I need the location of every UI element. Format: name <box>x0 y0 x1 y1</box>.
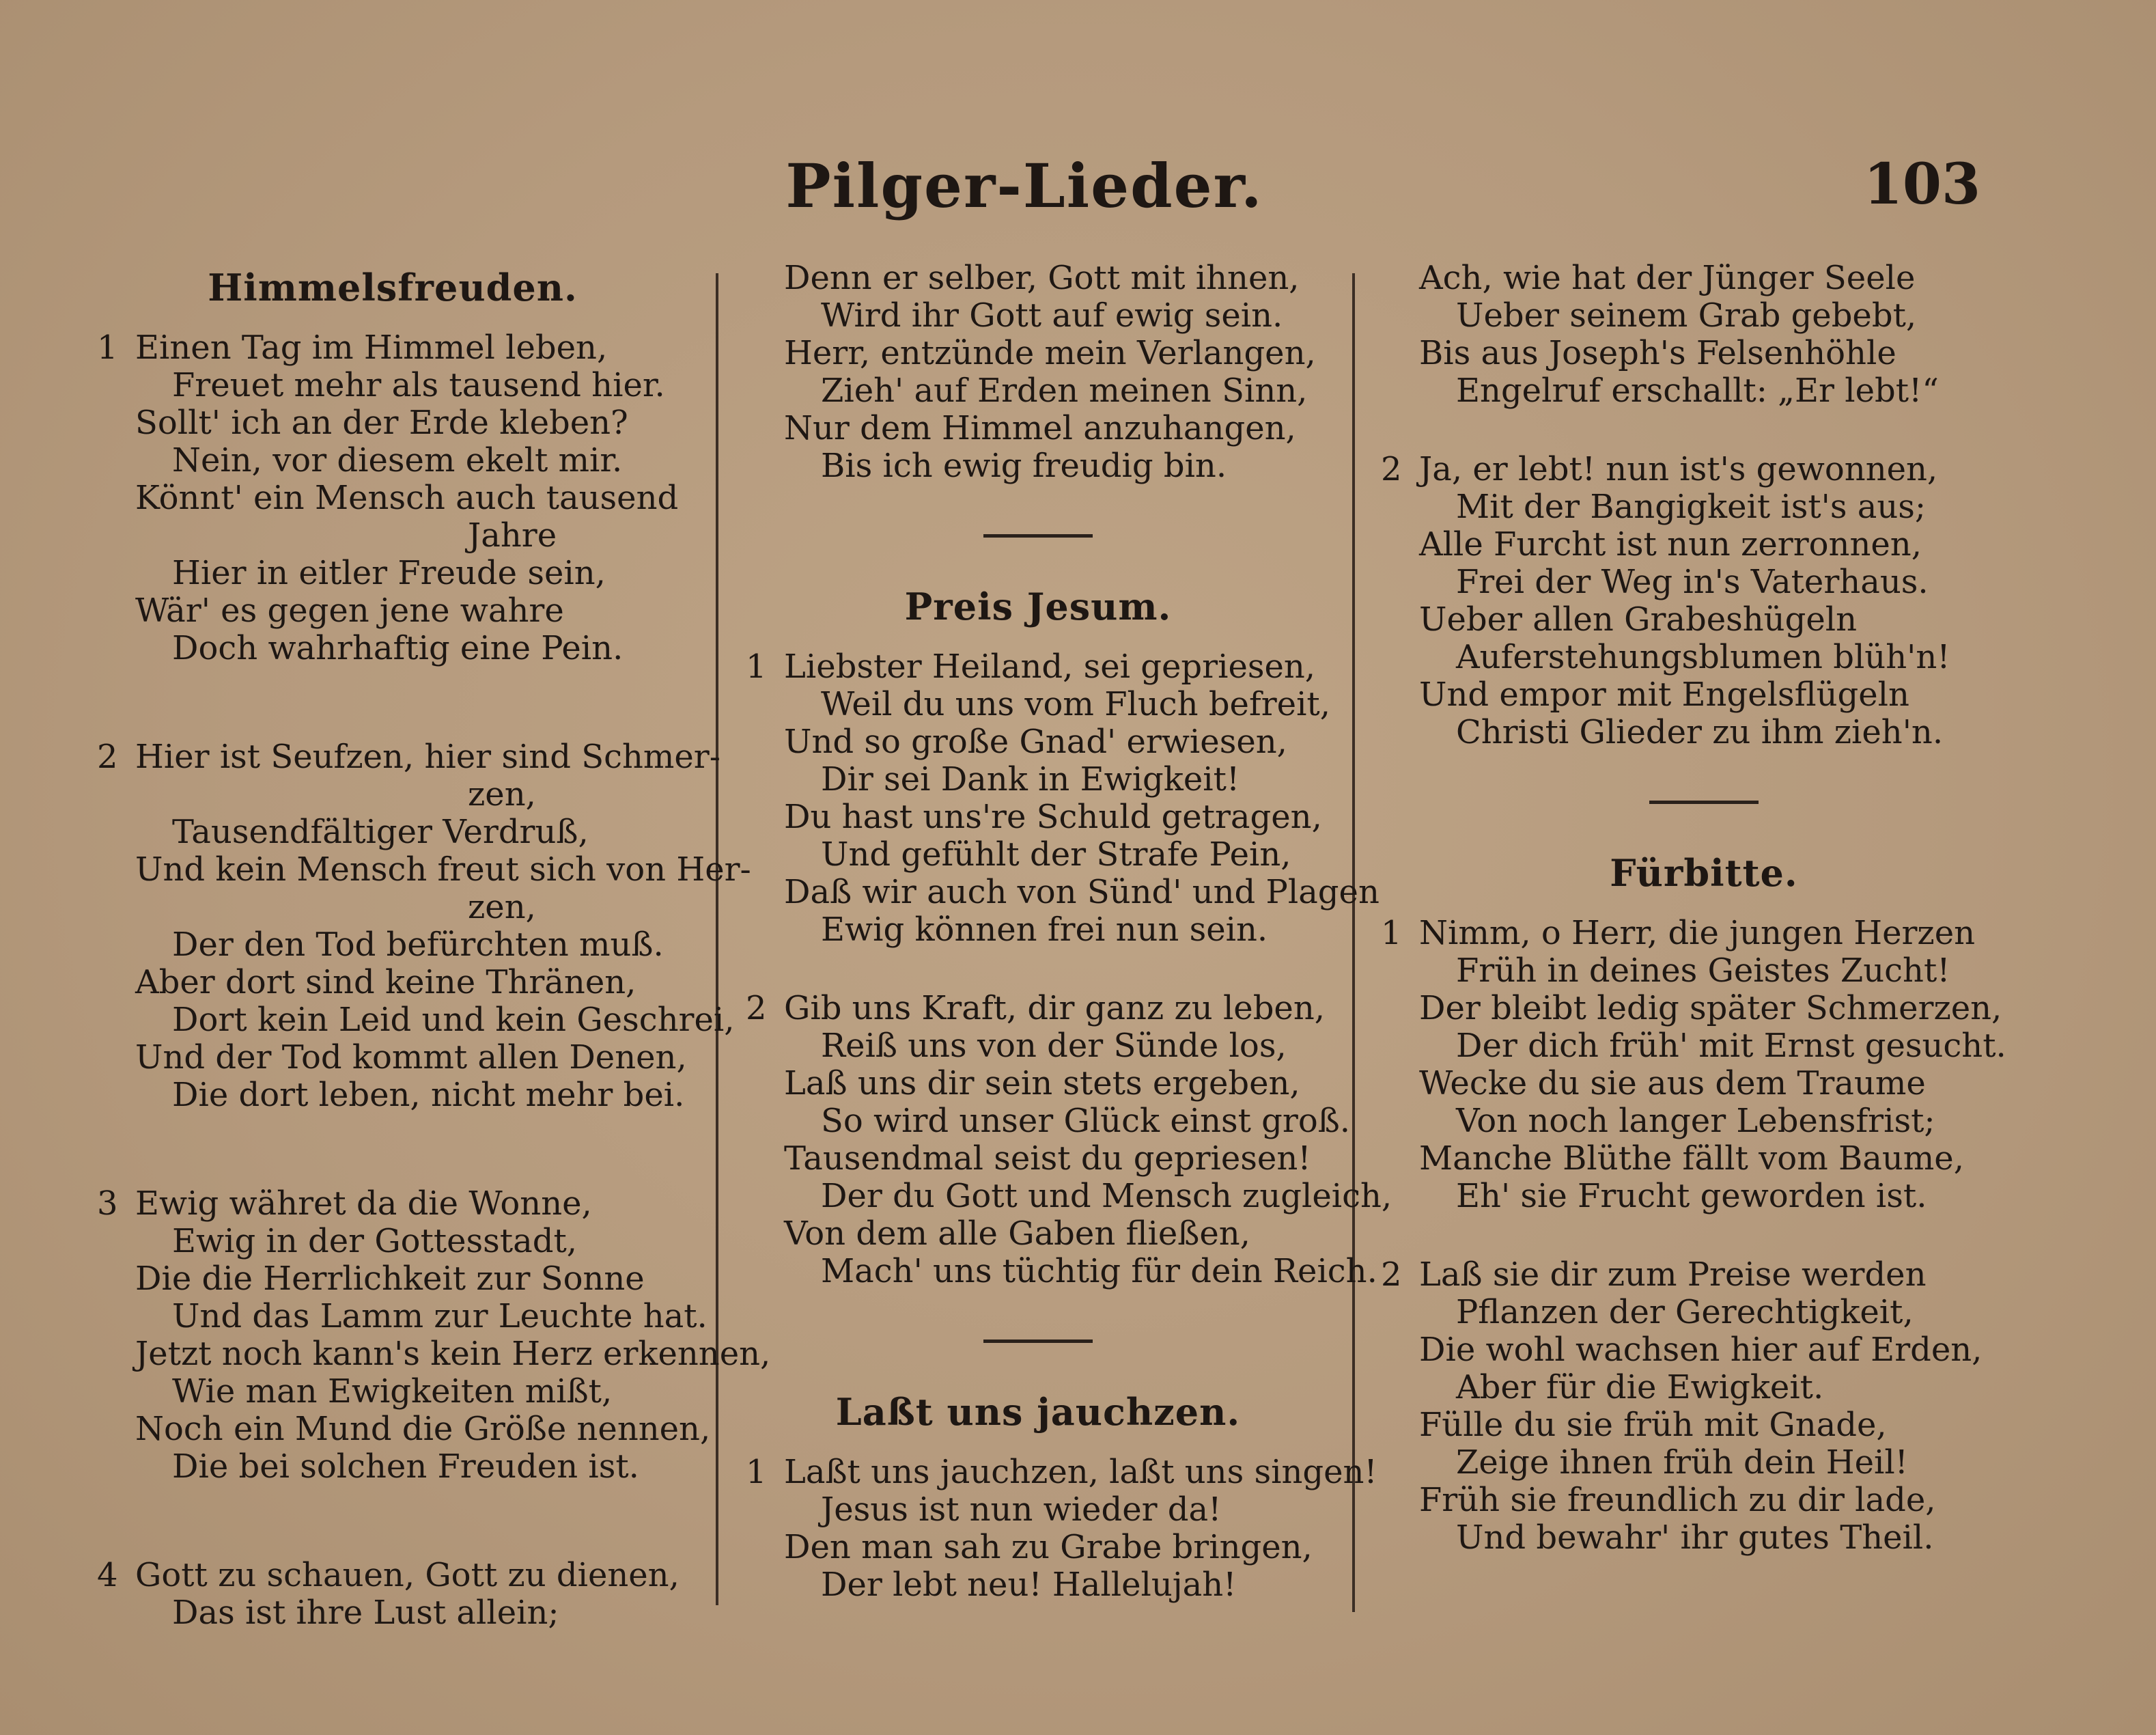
verse-line: Hier in eitler Freude sein, <box>172 554 606 592</box>
verse-line: Alle Furcht ist nun zerronnen, <box>1419 525 1922 564</box>
verse-line: Bis aus Joseph's Felsenhöhle <box>1419 334 1896 372</box>
stanza-continuation <box>1359 260 2049 410</box>
column-2 <box>724 259 1392 1604</box>
hymn-title: Fürbitte. <box>1610 851 1798 895</box>
verse-line: Könnt' ein Mensch auch tausend <box>135 479 679 517</box>
stanza-number: 3 <box>97 1184 118 1223</box>
verse-line: Denn er selber, Gott mit ihnen, <box>784 259 1300 297</box>
verse-line: Und gefühlt der Strafe Pein, <box>821 835 1291 874</box>
verse-line: Dir sei Dank in Ewigkeit! <box>821 760 1240 799</box>
verse-line: Den man sah zu Grabe bringen, <box>784 1528 1313 1566</box>
stanza <box>75 1184 771 1486</box>
verse-line: Ueber seinem Grab gebebt, <box>1456 296 1917 335</box>
verse-line: Frei der Weg in's Vaterhaus. <box>1456 563 1929 601</box>
verse-line: Ewig währet da die Wonne, <box>135 1184 592 1223</box>
stanza <box>1359 1256 2049 1557</box>
verse-line: Aber für die Ewigkeit. <box>1456 1368 1824 1406</box>
verse-line: Der du Gott und Mensch zugleich, <box>821 1177 1392 1215</box>
stanza-number: 2 <box>746 989 767 1027</box>
verse-line: Herr, entzünde mein Verlangen, <box>784 334 1316 372</box>
verse-line: Einen Tag im Himmel leben, <box>135 329 608 367</box>
stanza-number: 1 <box>1381 914 1402 952</box>
verse-line: Die dort leben, nicht mehr bei. <box>172 1076 685 1114</box>
verse-line: Mit der Bangigkeit ist's aus; <box>1456 488 1927 526</box>
verse-line: Zeige ihnen früh dein Heil! <box>1456 1443 1908 1482</box>
stanza-number: 1 <box>746 648 767 686</box>
verse-line: Von dem alle Gaben fließen, <box>784 1214 1250 1253</box>
verse-line: Der den Tod befürchten muß. <box>172 926 664 964</box>
verse-line: Jesus ist nun wieder da! <box>821 1490 1222 1529</box>
stanza <box>724 648 1380 949</box>
verse-line: Wecke du sie aus dem Traume <box>1419 1064 1926 1102</box>
verse-line: Reiß uns von der Sünde los, <box>821 1027 1287 1065</box>
verse-line: Nimm, o Herr, die jungen Herzen <box>1419 914 1976 952</box>
verse-line: Christi Glieder zu ihm zieh'n. <box>1456 713 1944 751</box>
verse-line: Die bei solchen Freuden ist. <box>172 1447 639 1486</box>
verse-line: Aber dort sind keine Thränen, <box>135 963 636 1001</box>
verse-line: Liebster Heiland, sei gepriesen, <box>784 648 1316 686</box>
verse-line: Auferstehungsblumen blüh'n! <box>1456 638 1950 676</box>
verse-line: Und das Lamm zur Leuchte hat. <box>172 1297 708 1335</box>
stanza-number: 4 <box>97 1556 118 1594</box>
verse-line: Und so große Gnad' erwiesen, <box>784 723 1287 761</box>
stanza-number: 1 <box>746 1453 767 1491</box>
verse-line: Und der Tod kommt allen Denen, <box>135 1038 687 1077</box>
verse-line: Manche Blüthe fällt vom Baume, <box>1419 1139 1964 1178</box>
section-separator <box>983 1340 1093 1343</box>
section-separator <box>983 534 1093 538</box>
verse-line: Freuet mehr als tausend hier. <box>172 366 665 404</box>
verse-line: Daß wir auch von Sünd' und Plagen <box>784 873 1380 911</box>
verse-line: Mach' uns tüchtig für dein Reich. <box>821 1252 1377 1290</box>
verse-line: Dort kein Leid und kein Geschrei, <box>172 1001 735 1039</box>
stanza <box>75 738 751 1114</box>
verse-line: Pflanzen der Gerechtigkeit, <box>1456 1293 1914 1331</box>
verse-line: Früh sie freundlich zu dir lade, <box>1419 1481 1936 1519</box>
stanza <box>75 329 710 667</box>
verse-line: Sollt' ich an der Erde kleben? <box>135 404 628 442</box>
verse-line: Die die Herrlichkeit zur Sonne <box>135 1260 645 1298</box>
column-divider-1 <box>716 273 718 1605</box>
verse-line: Nein, vor diesem ekelt mir. <box>172 441 623 480</box>
verse-line: Jahre <box>468 516 557 555</box>
verse-line: Der lebt neu! Hallelujah! <box>821 1566 1237 1604</box>
stanza <box>724 1453 1377 1604</box>
verse-line: Und empor mit Engelsflügeln <box>1419 676 1909 714</box>
verse-line: Ewig können frei nun sein. <box>821 911 1268 949</box>
verse-line: Engelruf erschallt: „Er lebt!“ <box>1456 372 1939 410</box>
hymn-title: Himmelsfreuden. <box>208 266 578 309</box>
verse-line: Hier ist Seufzen, hier sind Schmer- <box>135 738 720 776</box>
verse-line: Wie man Ewigkeiten mißt, <box>172 1372 613 1411</box>
verse-line: Ewig in der Gottesstadt, <box>172 1222 577 1260</box>
verse-line: Von noch langer Lebensfrist; <box>1456 1102 1935 1140</box>
verse-line: Die wohl wachsen hier auf Erden, <box>1419 1331 1983 1369</box>
verse-line: Laß sie dir zum Preise werden <box>1419 1255 1927 1294</box>
stanza-continuation <box>724 260 1352 485</box>
verse-line: Laß uns dir sein stets ergeben, <box>784 1064 1300 1102</box>
verse-line: Jetzt noch kann's kein Herz erkennen, <box>135 1335 771 1373</box>
stanza-number: 2 <box>97 738 118 776</box>
section-separator <box>1649 801 1759 804</box>
verse-line: Wird ihr Gott auf ewig sein. <box>821 296 1283 335</box>
column-1 <box>75 260 771 1632</box>
verse-line: Wär' es gegen jene wahre <box>135 592 564 630</box>
stanza <box>1359 451 2049 751</box>
verse-line: Gott zu schauen, Gott zu dienen, <box>135 1556 680 1594</box>
verse-line: Tausendfältiger Verdruß, <box>172 813 589 851</box>
hymn-title: Laßt uns jauchzen. <box>835 1390 1241 1434</box>
verse-line: Ja, er lebt! nun ist's gewonnen, <box>1419 450 1938 488</box>
stanza <box>75 1557 710 1632</box>
verse-line: Doch wahrhaftig eine Pein. <box>172 629 624 667</box>
verse-line: Und kein Mensch freut sich von Her- <box>135 850 751 889</box>
verse-line: Ueber allen Grabeshügeln <box>1419 600 1857 639</box>
page-number: 103 <box>1863 152 1980 217</box>
verse-line: Weil du uns vom Fluch befreit, <box>821 685 1330 723</box>
verse-line: Noch ein Mund die Größe nennen, <box>135 1410 711 1448</box>
verse-line: Du hast uns're Schuld getragen, <box>784 798 1322 836</box>
stanza-number: 2 <box>1381 450 1402 488</box>
verse-line: Das ist ihre Lust allein; <box>172 1594 559 1632</box>
verse-line: Früh in deines Geistes Zucht! <box>1456 952 1950 990</box>
verse-line: zen, <box>468 888 536 926</box>
stanza-number: 2 <box>1381 1255 1402 1294</box>
stanza-number: 1 <box>97 329 118 367</box>
verse-line: Gib uns Kraft, dir ganz zu leben, <box>784 989 1325 1027</box>
verse-line: Der dich früh' mit Ernst gesucht. <box>1456 1027 2006 1065</box>
verse-line: So wird unser Glück einst groß. <box>821 1102 1351 1140</box>
hymn-title: Preis Jesum. <box>904 585 1172 628</box>
stanza <box>1359 915 2049 1215</box>
verse-line: Fülle du sie früh mit Gnade, <box>1419 1406 1887 1444</box>
page-header-title: Pilger-Lieder. <box>785 150 1263 221</box>
verse-line: Und bewahr' ihr gutes Theil. <box>1456 1518 1934 1557</box>
verse-line: Eh' sie Frucht geworden ist. <box>1456 1177 1927 1215</box>
verse-line: Tausendmal seist du gepriesen! <box>784 1139 1311 1178</box>
verse-line: Laßt uns jauchzen, laßt uns singen! <box>784 1453 1377 1491</box>
verse-line: Ach, wie hat der Jünger Seele <box>1419 259 1916 297</box>
verse-line: Bis ich ewig freudig bin. <box>821 447 1227 485</box>
column-3 <box>1359 260 2049 1557</box>
verse-line: Nur dem Himmel anzuhangen, <box>784 409 1296 447</box>
verse-line: zen, <box>468 775 536 814</box>
verse-line: Der bleibt ledig später Schmerzen, <box>1419 989 2002 1027</box>
verse-line: Zieh' auf Erden meinen Sinn, <box>821 372 1308 410</box>
stanza <box>724 989 1392 1290</box>
column-divider-2 <box>1352 273 1355 1612</box>
